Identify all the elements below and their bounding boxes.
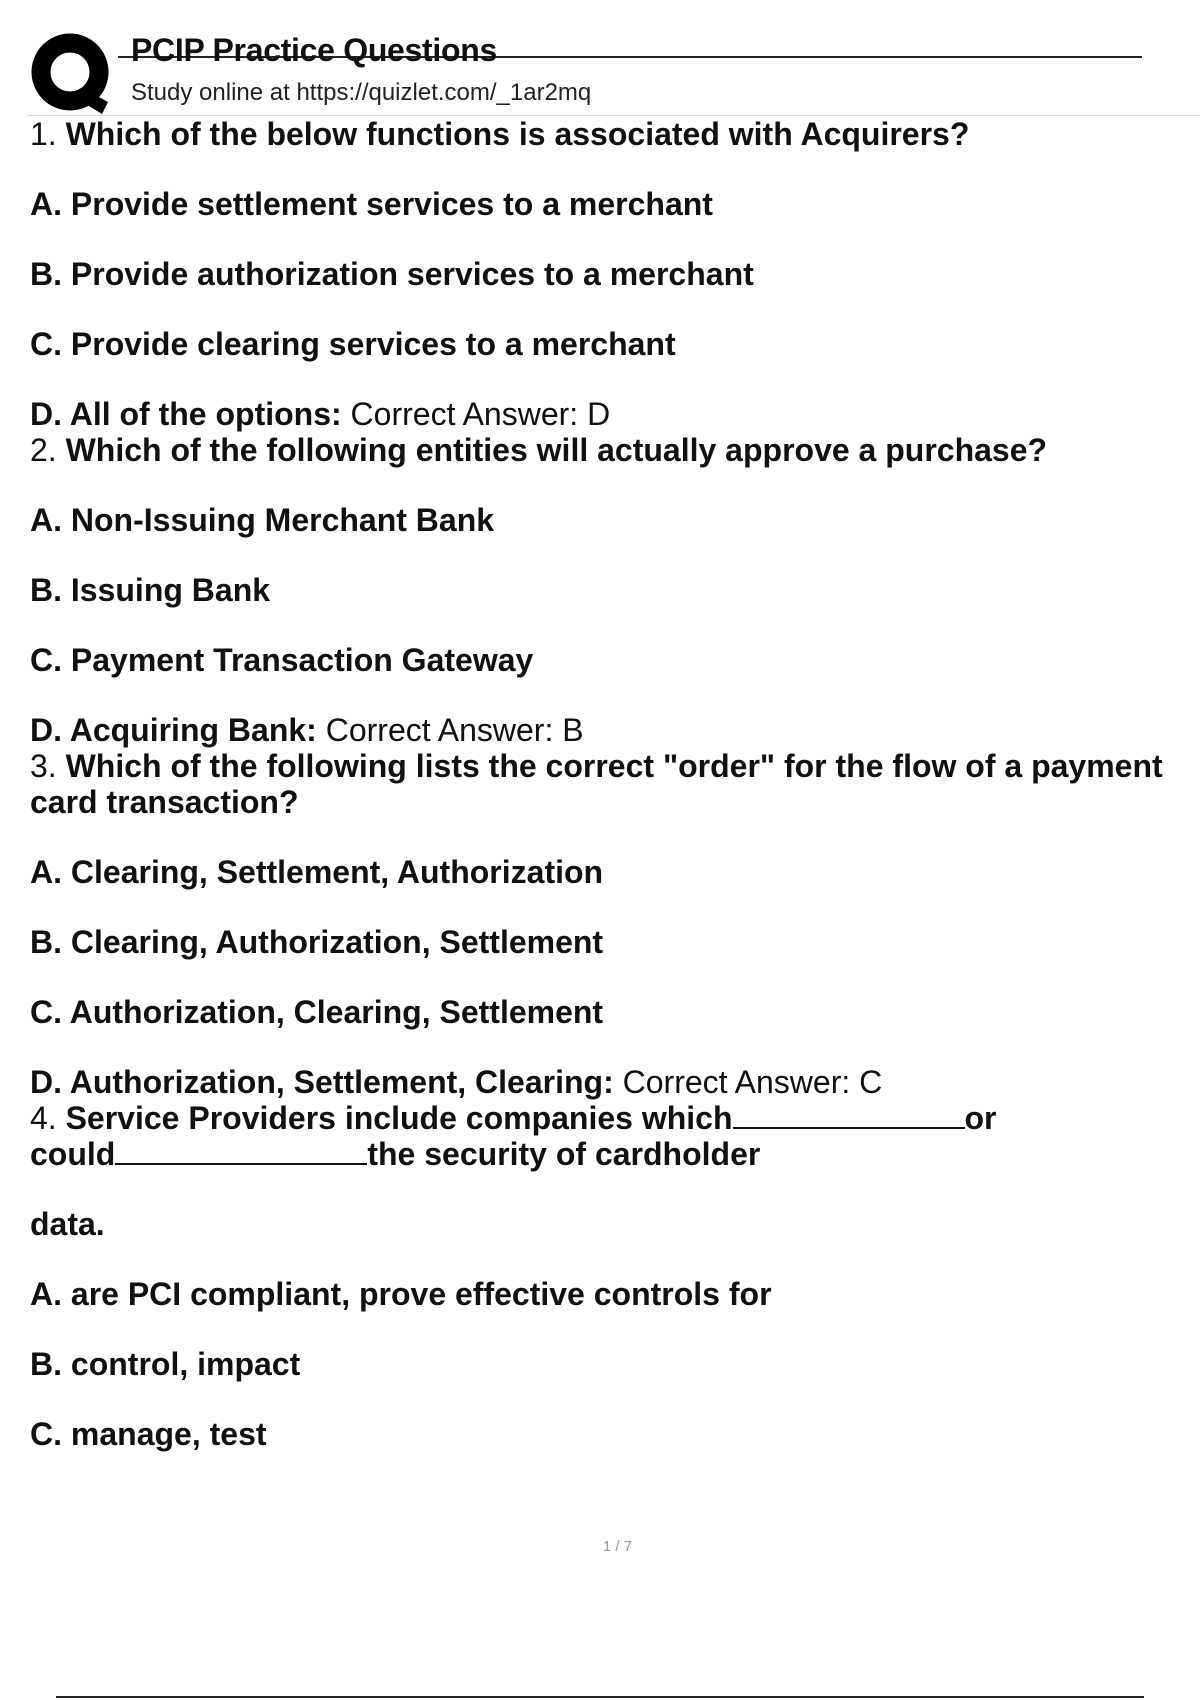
question-text-data: data.	[30, 1206, 105, 1242]
question-1	[30, 116, 1180, 432]
question-4	[30, 1100, 1180, 1452]
correct-answer: Correct Answer: D	[350, 396, 611, 432]
question-number: 4.	[30, 1100, 57, 1136]
question-text: Which of the following lists the correct "order" for the flow of a payment	[65, 748, 1163, 784]
question-text: Which of the below functions is associated with Acquirers?	[65, 116, 970, 152]
option-c: C. Authorization, Clearing, Settlement	[30, 994, 604, 1030]
option-d: D. Acquiring Bank:	[30, 712, 317, 748]
option-b: B. Provide authorization services to a merchant	[30, 256, 754, 292]
questions-content	[30, 116, 1180, 1452]
option-d: D. Authorization, Settlement, Clearing:	[30, 1064, 614, 1100]
quizlet-logo-icon	[30, 32, 114, 116]
fill-in-blank	[115, 1137, 367, 1165]
question-text: Which of the following entities will actually approve a purchase?	[65, 432, 1048, 468]
option-b: B. Clearing, Authorization, Settlement	[30, 924, 604, 960]
option-c: C. manage, test	[30, 1416, 267, 1452]
question-number: 1.	[30, 116, 57, 152]
correct-answer: Correct Answer: B	[325, 712, 584, 748]
question-text: Service Providers include companies which	[65, 1100, 733, 1136]
option-c: C. Provide clearing services to a merchant	[30, 326, 676, 362]
question-2	[30, 432, 1180, 748]
page-number: 1 / 7	[602, 1538, 633, 1555]
question-number: 2.	[30, 432, 57, 468]
option-a: A. Provide settlement services to a merchant	[30, 186, 713, 222]
question-number: 3.	[30, 748, 57, 784]
question-text-could: could	[30, 1136, 116, 1172]
option-c: C. Payment Transaction Gateway	[30, 642, 534, 678]
option-d: D. All of the options:	[30, 396, 342, 432]
page-header	[0, 0, 1200, 116]
option-b: B. control, impact	[30, 1346, 301, 1382]
option-b: B. Issuing Bank	[30, 572, 271, 608]
study-online-link-text: Study online at https://quizlet.com/_1ar2mq	[131, 79, 592, 106]
correct-answer: Correct Answer: C	[622, 1064, 883, 1100]
footer-divider	[56, 1696, 1144, 1698]
fill-in-blank	[733, 1101, 965, 1129]
question-text-security: the security of cardholder	[367, 1136, 761, 1172]
question-text-or: or	[964, 1100, 997, 1136]
page-title: PCIP Practice Questions	[131, 32, 497, 68]
option-a: A. Clearing, Settlement, Authorization	[30, 854, 604, 890]
question-text-continued: card transaction?	[30, 784, 299, 820]
question-3	[30, 748, 1180, 1100]
option-a: A. Non-Issuing Merchant Bank	[30, 502, 495, 538]
option-a: A. are PCI compliant, prove effective controls for	[30, 1276, 772, 1312]
